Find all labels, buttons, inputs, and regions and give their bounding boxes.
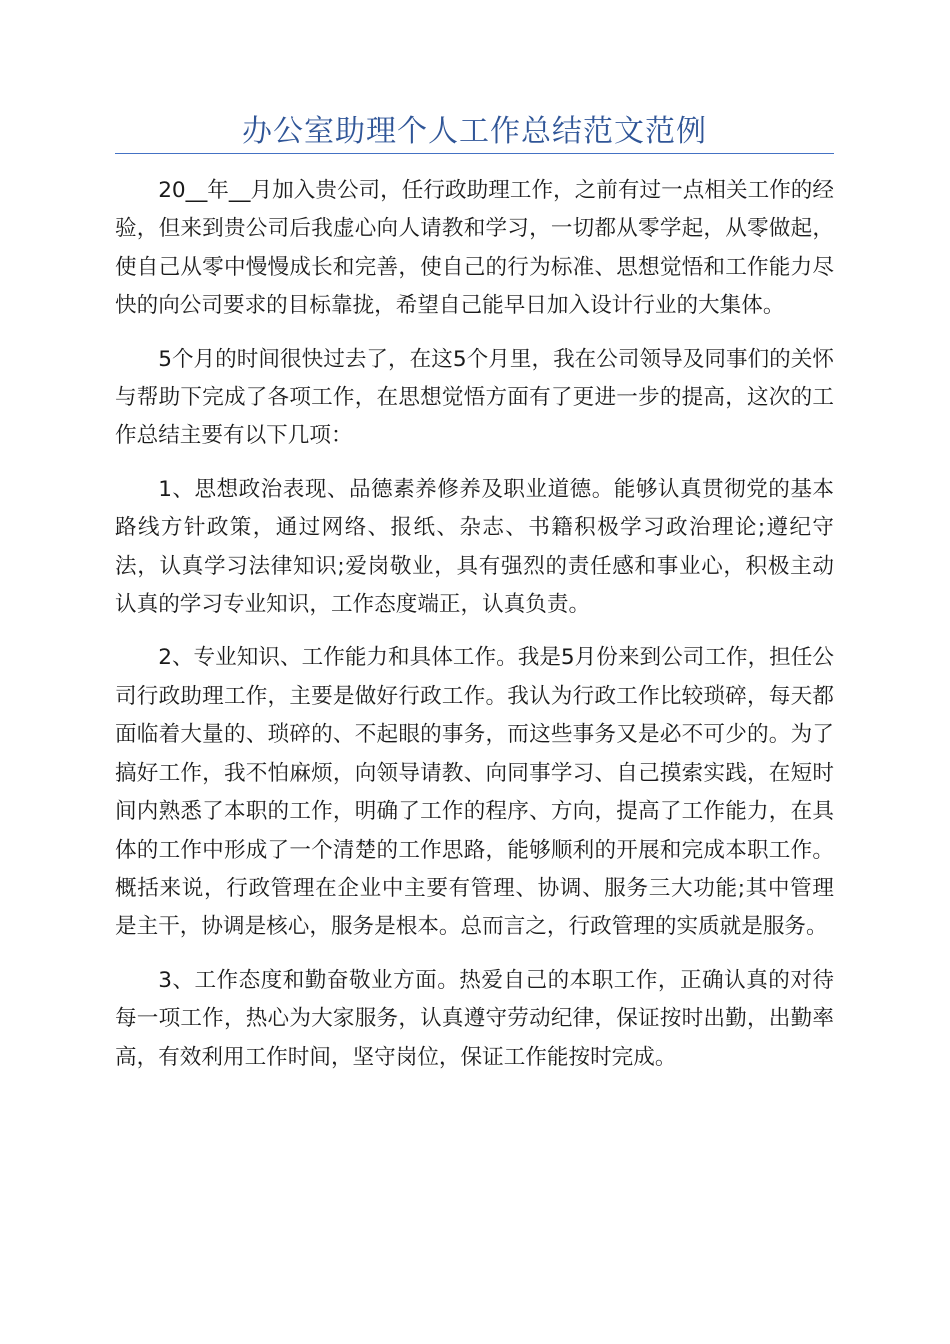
paragraph-4: 2、专业知识、工作能力和具体工作。我是5月份来到公司工作，担任公司行政助理工作，主要是做好行政工作。我认为行政工作比较琐碎，每天都面临着大量的、琐碎的、不起眼的事务，而这些事务又是必不可少的。为了搞好工作，我不怕麻烦，向领导请教、向同事学习、自己摸索实践，在短时间内熟悉了本职的工作，明确了工作的程序、方向，提高了工作能力，在具体的工作中形成了一个清楚的工作思路，能够顺利的开展和完成本职工作。概括来说，行政管理在企业中主要有管理、协调、服务三大功能;其中管理是主干，协调是核心，服务是根本。总而言之，行政管理的实质就是服务。 [115, 645, 834, 940]
title-underline [115, 153, 834, 154]
paragraph-5: 3、工作态度和勤奋敬业方面。热爱自己的本职工作，正确认真的对待每一项工作，热心为大家服务，认真遵守劳动纪律，保证按时出勤，出勤率高，有效利用工作时间，坚守岗位，保证工作能按时完成。 [115, 967, 834, 1070]
document-title: 办公室助理个人工作总结范文范例 [242, 114, 707, 149]
paragraph-2: 5个月的时间很快过去了，在这5个月里，我在公司领导及同事们的关怀与帮助下完成了各项工作，在思想觉悟方面有了更进一步的提高，这次的工作总结主要有以下几项： [115, 346, 834, 449]
paragraph-1: 20__年__月加入贵公司，任行政助理工作，之前有过一点相关工作的经验，但来到贵公司后我虚心向人请教和学习，一切都从零学起，从零做起，使自己从零中慢慢成长和完善，使自己的行为标准、思想觉悟和工作能力尽快的向公司要求的目标靠拢，希望自己能早日加入设计行业的大集体。 [115, 178, 834, 319]
paragraph-3: 1、思想政治表现、品德素养修养及职业道德。能够认真贯彻党的基本路线方针政策，通过网络、报纸、杂志、书籍积极学习政治理论;遵纪守法，认真学习法律知识;爱岗敬业，具有强烈的责任感和事业心，积极主动认真的学习专业知识，工作态度端正，认真负责。 [115, 476, 834, 618]
document-body [115, 172, 834, 1092]
